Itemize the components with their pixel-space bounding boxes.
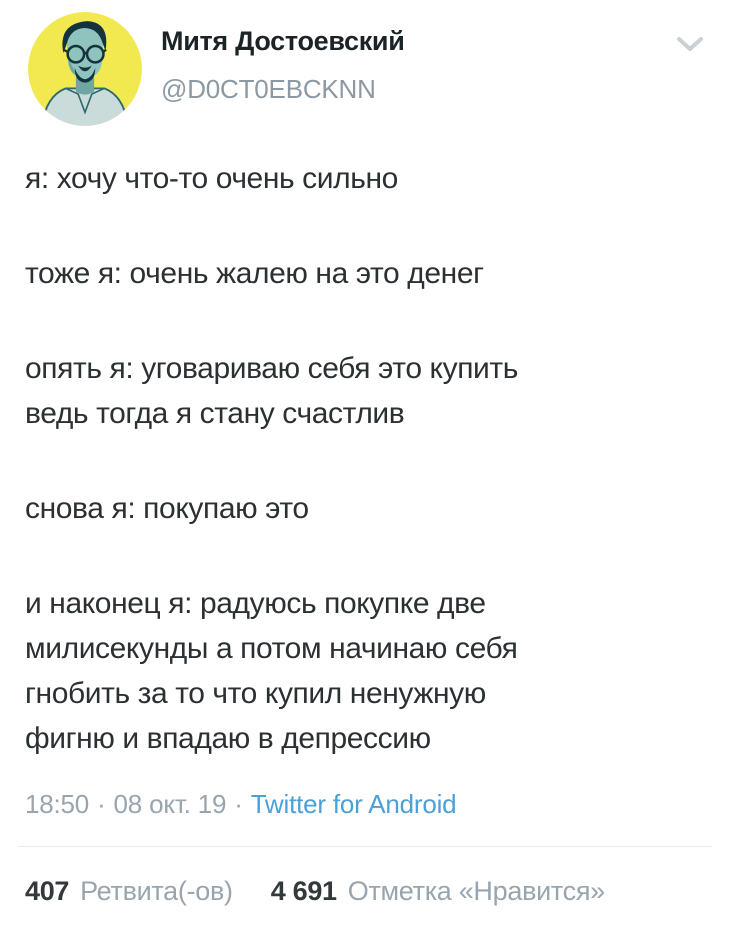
tweet-paragraph — [25, 486, 702, 531]
retweets-stat[interactable] — [25, 876, 233, 907]
avatar[interactable] — [28, 12, 142, 126]
tweet-text-line: я: хочу что-то очень сильно — [25, 162, 398, 195]
tweet-source-link[interactable]: Twitter for Android — [250, 789, 457, 819]
tweet-text-line: и наконец я: радуюсь покупке две — [25, 587, 486, 620]
user-info — [161, 26, 405, 105]
tweet-text — [25, 156, 702, 811]
tweet-text-line: милисекунды а потом начинаю себя — [25, 632, 518, 665]
tweet-text-line: снова я: покупаю это — [25, 492, 309, 525]
avatar-portrait-icon — [28, 12, 142, 126]
retweets-label: Ретвита(-ов) — [80, 876, 233, 906]
retweets-count: 407 — [25, 876, 70, 906]
timestamp-time: 18:50 — [25, 789, 90, 819]
meta-separator: · — [97, 789, 106, 819]
tweet-text-line: опять я: уговариваю себя это купить — [25, 352, 518, 385]
display-name[interactable]: Митя Достоевский — [161, 26, 405, 56]
tweet-text-line: гнобить за то что купил ненужную — [25, 677, 486, 710]
tweet-stats — [25, 876, 605, 907]
tweet-paragraph — [25, 156, 702, 201]
tweet-paragraph — [25, 581, 702, 761]
tweet-text-line: тоже я: очень жалею на это денег — [25, 257, 484, 290]
tweet-meta — [25, 789, 456, 820]
tweet-paragraph — [25, 251, 702, 296]
likes-count: 4 691 — [270, 876, 337, 906]
tweet-text-line: ведь тогда я стану счастлив — [25, 397, 405, 430]
user-handle[interactable]: @D0CT0EBCKNN — [161, 74, 376, 104]
tweet-more-button[interactable] — [672, 26, 708, 62]
divider — [18, 846, 712, 847]
likes-stat[interactable] — [271, 876, 605, 907]
tweet-text-line: фигню и впадаю в депрессию — [25, 722, 431, 755]
timestamp-date: 08 окт. 19 — [113, 789, 227, 819]
chevron-down-icon — [675, 35, 705, 53]
likes-label: Отметка «Нравится» — [347, 876, 605, 906]
meta-separator: · — [234, 789, 243, 819]
tweet-paragraph — [25, 346, 702, 436]
